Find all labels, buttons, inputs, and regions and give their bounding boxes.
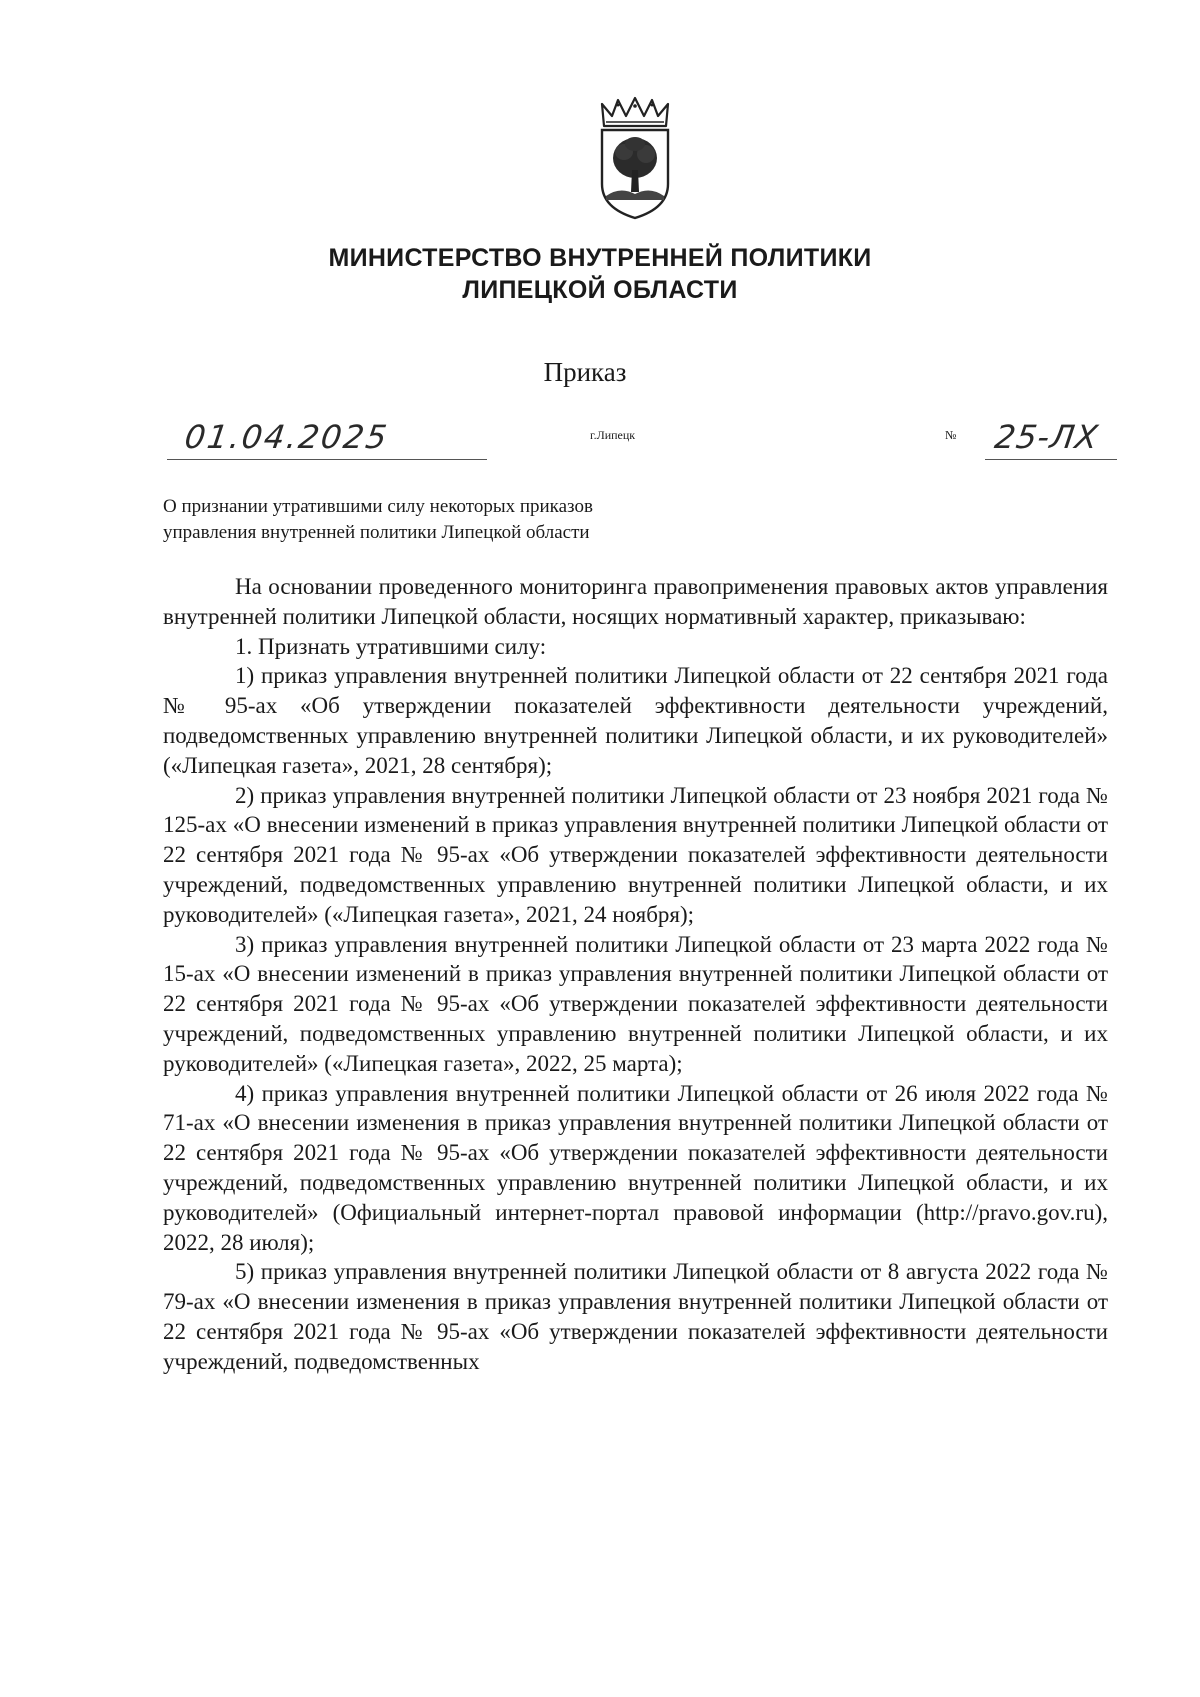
ministry-name [0,242,1200,306]
ministry-name-line-1: МИНИСТЕРСТВО ВНУТРЕННЕЙ ПОЛИТИКИ [328,244,872,272]
preamble-paragraph: На основании проведенного мониторинга правоприменения правовых актов управления внутренней политики Липецкой области, носящих нормативный характер, приказываю: [163,574,1108,629]
city: г.Липецк [590,428,636,442]
order-number: 25-ЛХ [992,418,1101,456]
order-date: 01.04.2025 [182,418,391,456]
order-body [163,572,1108,1377]
list-item: 3) приказ управления внутренней политики Липецкой области от 23 марта 2022 года № 15-ах «О внесении изменений в приказ управления внутренней политики Липецкой области от 22 сентября 2021 года № 95-ах «Об утверждении показателей эффективности деятельности учреждений, подведомственных управлению внутренней политики Липецкой области, и их руководителей» («Липецкая газета», 2022, 25 марта); [163,931,1108,1076]
document-type: Приказ [543,357,627,387]
coat-of-arms-icon [594,96,676,220]
list-item: 1) приказ управления внутренней политики Липецкой области от 22 сентября 2021 года № 95-ах «Об утверждении показателей эффективности деятельности учреждений, подведомственных управлению внутренней политики Липецкой области, и их руководителей» («Липецкая газета», 2021, 28 сентября); [163,663,1108,778]
list-item: 5) приказ управления внутренней политики Липецкой области от 8 августа 2022 года № 79-ах «О внесении изменения в приказ управления внутренней политики Липецкой области от 22 сентября 2021 года № 95-ах «Об утверждении показателей эффективности деятельности учреждений, подведомственных [163,1259,1108,1374]
list-item: 4) приказ управления внутренней политики Липецкой области от 26 июля 2022 года № 71-ах «О внесении изменения в приказ управления внутренней политики Липецкой области от 22 сентября 2021 года № 95-ах «Об утверждении показателей эффективности деятельности учреждений, подведомственных управлению внутренней политики Липецкой области, и их руководителей» (Официальный интернет-портал правовой информации (http://pravo.gov.ru), 2022, 28 июля); [163,1080,1108,1255]
date-underline [167,459,487,460]
number-underline [985,459,1117,460]
list-item: 2) приказ управления внутренней политики Липецкой области от 23 ноября 2021 года № 125-ах «О внесении изменений в приказ управления внутренней политики Липецкой области от 22 сентября 2021 года № 95-ах «Об утверждении показателей эффективности деятельности учреждений, подведомственных управлению внутренней политики Липецкой области, и их руководителей» («Липецкая газета», 2021, 24 ноября); [163,782,1108,927]
order-subject [163,494,763,546]
point-1-paragraph: 1. Признать утратившими силу: [235,633,547,659]
ministry-name-line-2: ЛИПЕЦКОЙ ОБЛАСТИ [462,276,738,304]
number-sign: № [945,428,957,442]
subject-line-2: управления внутренней политики Липецкой области [163,522,590,543]
subject-line-1: О признании утратившими силу некоторых приказов [163,496,593,517]
